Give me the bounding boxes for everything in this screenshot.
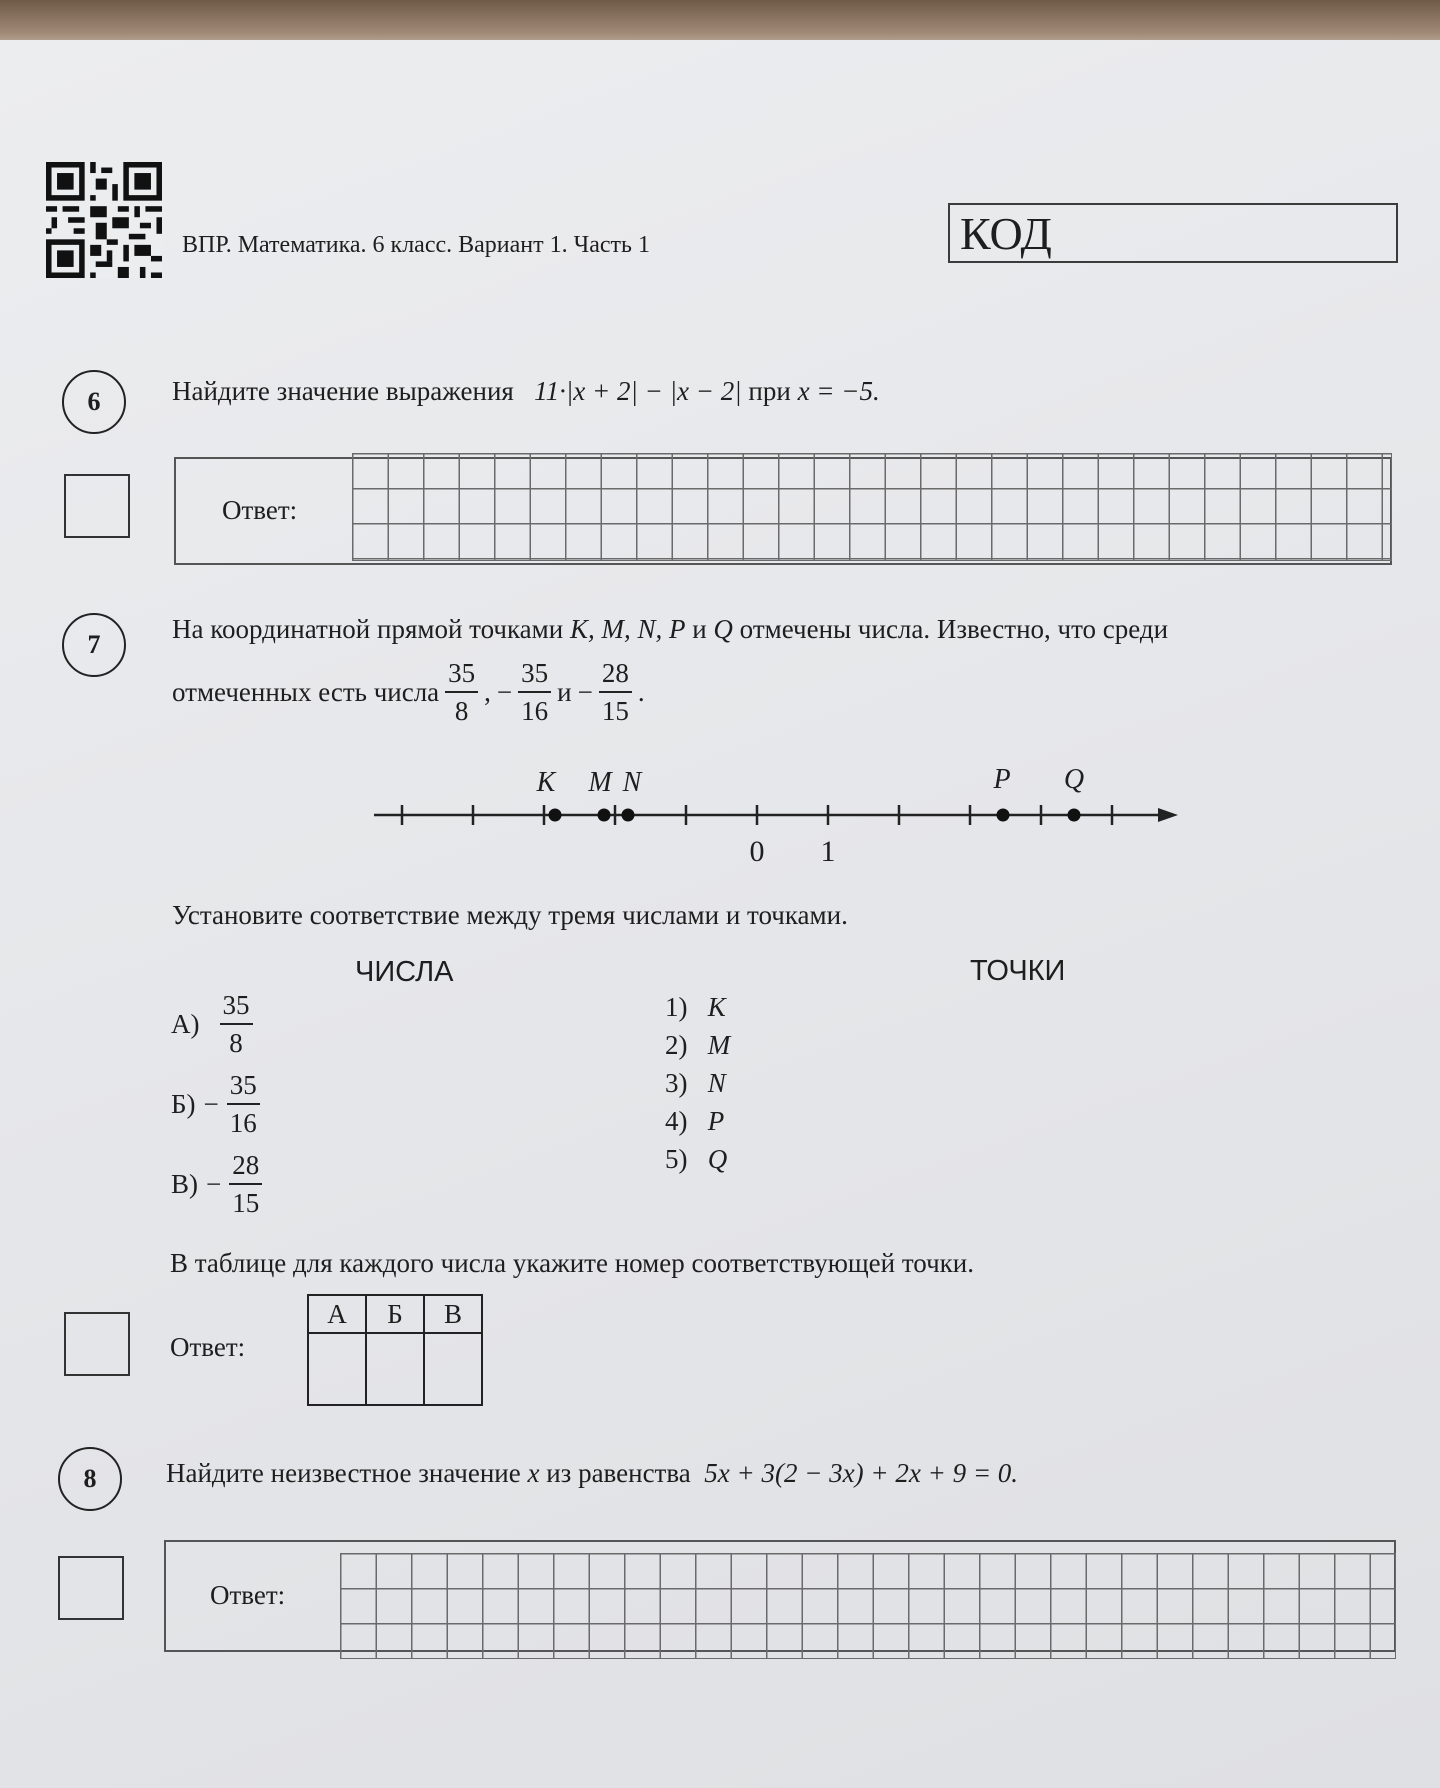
task-8-from-word: из равенства	[546, 1458, 691, 1488]
label-n: N	[622, 767, 642, 798]
option-c-fraction: $\frac{28}{15}$	[229, 1152, 262, 1217]
points-item-3: 3) N	[665, 1068, 726, 1098]
points-heading: ТОЧКИ	[970, 955, 1066, 987]
point-q	[1068, 809, 1081, 822]
answer-cell-c[interactable]	[424, 1333, 482, 1405]
task-7-point-q: Q	[713, 614, 733, 644]
task-8-score-box[interactable]	[58, 1556, 124, 1620]
task-7-number: 7	[62, 613, 126, 677]
option-c-letter: В)	[171, 1169, 198, 1199]
option-b: Б) − $\frac{35}{16}$	[171, 1072, 260, 1137]
task-7-and-word: и	[692, 614, 707, 644]
task-8-variable: x	[527, 1458, 540, 1488]
table-header-b: Б	[366, 1295, 424, 1333]
option-a-fraction: $\frac{35}{8}$	[220, 992, 253, 1057]
task-7-instruction: Установите соответствие между тремя числами и точками.	[172, 900, 848, 930]
task-7-answer-table	[307, 1294, 483, 1406]
task-6-score-box[interactable]	[64, 474, 130, 538]
label-p: P	[993, 764, 1011, 795]
task-7-and-word-2: и	[557, 677, 572, 707]
task-6-condition: x = −5.	[797, 376, 880, 406]
task-8-number: 8	[58, 1447, 122, 1511]
answer-cell-a[interactable]	[308, 1333, 366, 1405]
answer-grid	[352, 453, 1392, 561]
task-8-equation: 5x + 3(2 − 3x) + 2x + 9 = 0.	[704, 1458, 1019, 1488]
qr-code-icon	[46, 162, 162, 278]
label-m: M	[588, 767, 612, 798]
answer-cell-b[interactable]	[366, 1333, 424, 1405]
tick-label-0: 0	[749, 835, 765, 868]
option-b-letter: Б)	[171, 1089, 196, 1119]
answer-grid	[340, 1553, 1396, 1659]
points-item-4: 4) P	[665, 1106, 725, 1136]
task-8-prompt	[166, 1458, 1018, 1489]
point-n	[622, 809, 635, 822]
task-7-line-1-end: отмечены числа. Известно, что среди	[739, 614, 1169, 644]
task-6-prompt-text: Найдите значение выражения	[172, 376, 514, 406]
task-7-line-2: отмеченных есть числа $\frac{35}{8}$ , − $\frac{35}{16}$ и − $\frac{28}{15}$ .	[172, 658, 645, 726]
fraction-28-15: $\frac{28}{15}$	[599, 660, 632, 725]
table-header-c: В	[424, 1295, 482, 1333]
task-6-at-word: при	[748, 376, 791, 406]
fraction-35-16: $\frac{35}{16}$	[518, 660, 551, 725]
fraction-35-8: $\frac{35}{8}$	[445, 660, 478, 725]
point-m	[598, 809, 611, 822]
task-7-line-1	[172, 614, 1168, 645]
task-7-answer-label: Ответ:	[170, 1332, 246, 1362]
points-item-1: 1) K	[665, 992, 726, 1022]
task-8-answer-field[interactable]	[164, 1540, 1396, 1652]
option-c: В) − $\frac{28}{15}$	[171, 1152, 262, 1217]
task-8-answer-label: Ответ:	[210, 1580, 286, 1610]
points-item-5: 5) Q	[665, 1144, 728, 1174]
points-item-2: 2) M	[665, 1030, 731, 1060]
tick-label-1: 1	[820, 835, 836, 868]
task-7-points-list: K, M, N, P	[569, 614, 686, 644]
code-label: КОД	[960, 208, 1052, 259]
task-6-answer-field[interactable]	[174, 457, 1392, 565]
page-header-title: ВПР. Математика. 6 класс. Вариант 1. Часть 1	[182, 232, 650, 258]
option-b-fraction: $\frac{35}{16}$	[227, 1072, 260, 1137]
table-header-a: А	[308, 1295, 366, 1333]
task-6-expression: 11·|x + 2| − |x − 2|	[534, 376, 742, 406]
task-7-table-instruction: В таблице для каждого числа укажите номер соответствующей точки.	[170, 1248, 974, 1278]
task-8-prompt-text: Найдите неизвестное значение	[166, 1458, 521, 1488]
task-7-line-2-start: отмеченных есть числа	[172, 677, 440, 707]
option-a-letter: А)	[171, 1009, 200, 1039]
point-k	[549, 809, 562, 822]
number-line-diagram	[360, 755, 1190, 875]
code-field[interactable]	[948, 203, 1398, 263]
label-k: K	[536, 767, 556, 798]
task-6-prompt	[172, 376, 880, 407]
task-7-line-1-start: На координатной прямой точками	[172, 614, 564, 644]
task-6-number: 6	[62, 370, 126, 434]
label-q: Q	[1063, 764, 1085, 795]
task-6-answer-label: Ответ:	[222, 495, 298, 525]
task-7-score-box[interactable]	[64, 1312, 130, 1376]
numbers-heading: ЧИСЛА	[355, 956, 454, 988]
point-p	[997, 809, 1010, 822]
option-a	[171, 992, 253, 1057]
number-line-arrow-icon	[1158, 808, 1178, 822]
